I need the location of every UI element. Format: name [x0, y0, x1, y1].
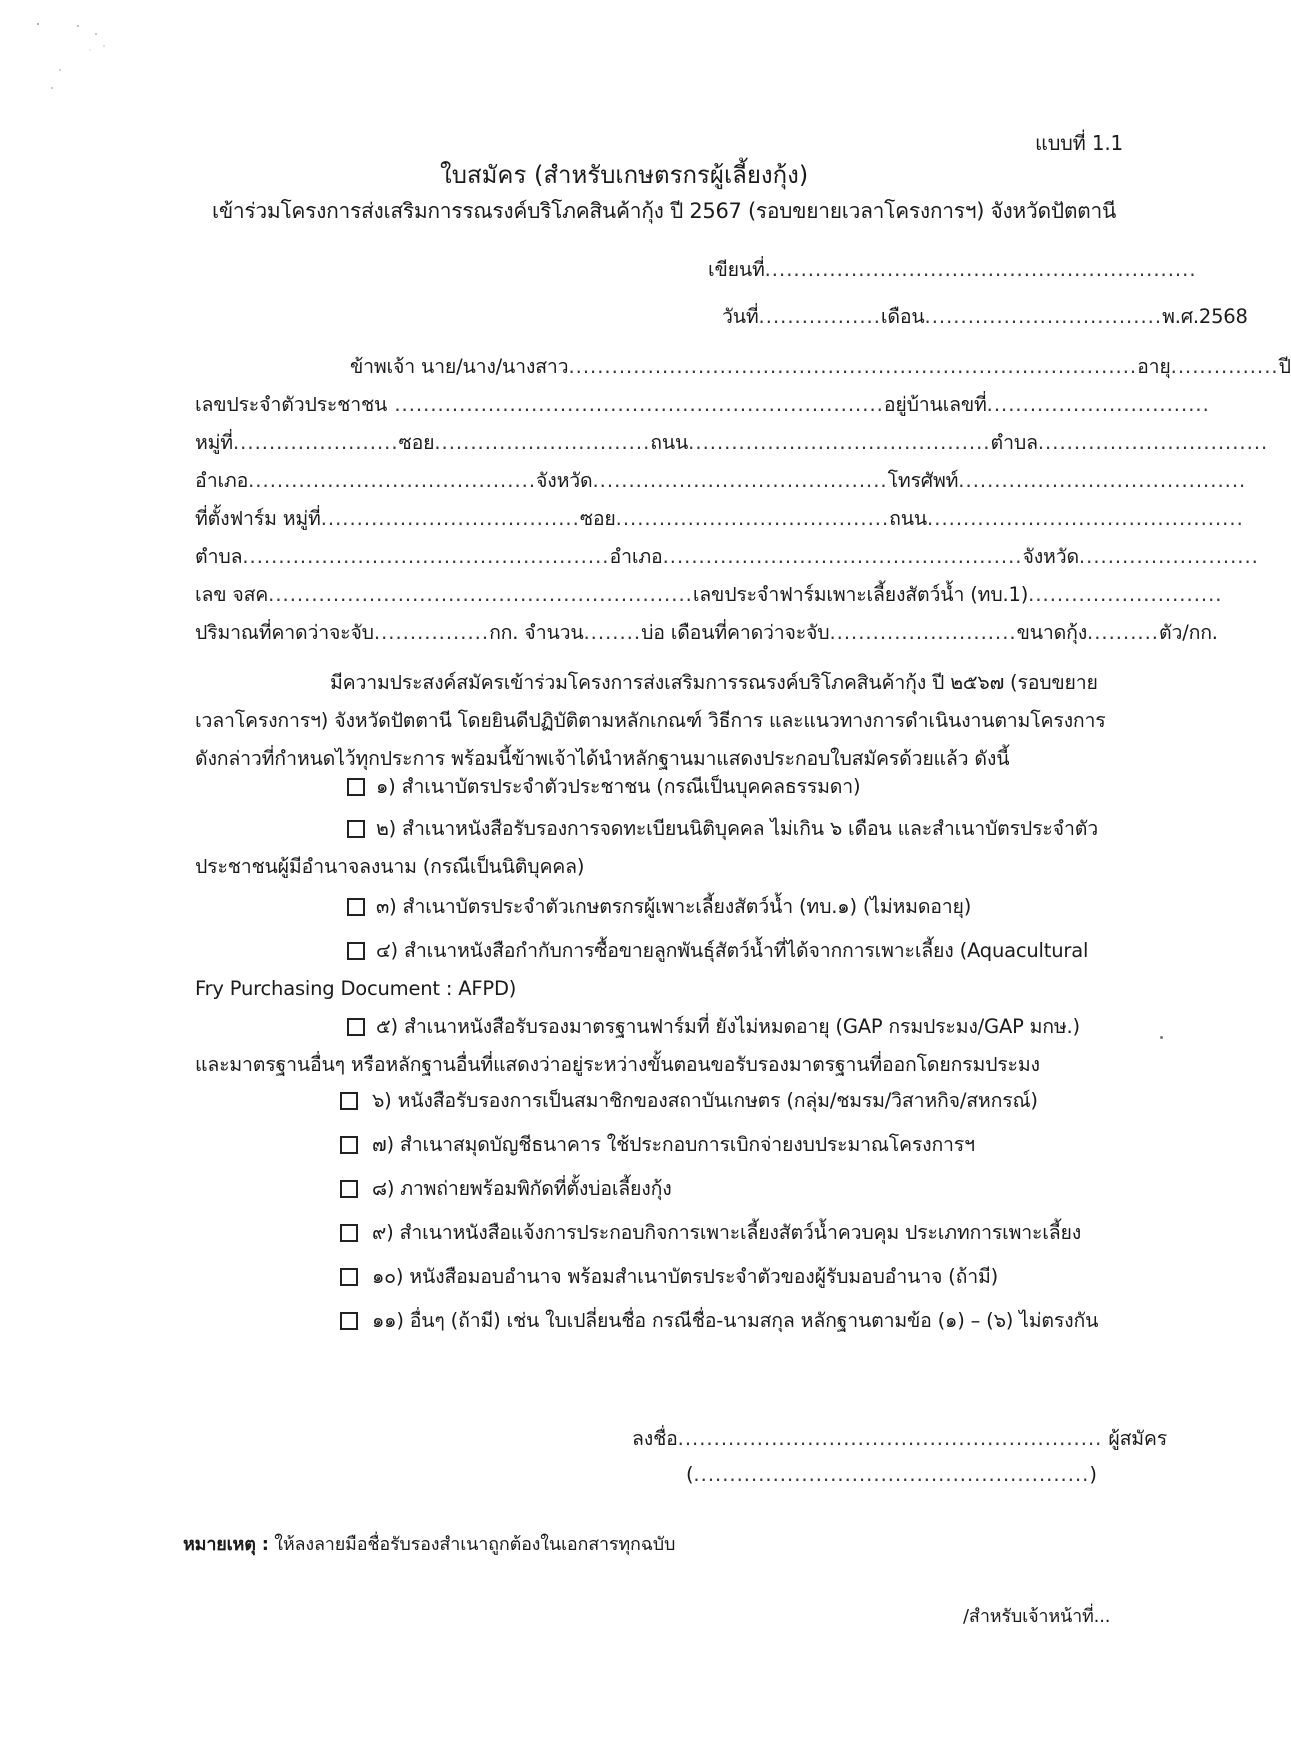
document-5-text-cont: และมาตรฐานอื่นๆ หรือหลักฐานอื่นที่แสดงว่าอยู่ระหว่างขั้นตอนขอรับรองมาตรฐานที่ออกโดยกรมประมง: [195, 1053, 1040, 1076]
age-field[interactable]: ...............: [1170, 355, 1279, 378]
id-number-label: เลขประจำตัวประชาชน: [195, 393, 388, 416]
name-open-paren: (: [686, 1463, 694, 1486]
document-4-text: ๔) สำเนาหนังสือกำกับการซื้อขายลูกพันธุ์สัตว์น้ำที่ได้จากการเพาะเลี้ยง (Aquacultural: [376, 939, 1089, 962]
id-number-field[interactable]: ....................................................................: [387, 393, 884, 416]
document-8-checkbox[interactable]: [340, 1180, 358, 1198]
scan-specks-decoration: [30, 10, 140, 110]
signature-field[interactable]: ...........................................................: [677, 1427, 1103, 1450]
registration-line: [195, 580, 1222, 610]
printed-name-field[interactable]: .......................................................: [693, 1463, 1090, 1486]
subdistrict-field[interactable]: ................................: [1037, 431, 1269, 454]
form-title: ใบสมัคร (สำหรับเกษตรกรผู้เลี้ยงกุ้ง): [440, 161, 809, 189]
district-label: อำเภอ: [195, 469, 249, 492]
applicant-prefix-label: ข้าพเจ้า นาย/นาง/นางสาว: [350, 355, 569, 378]
farm-reg-field[interactable]: ...........................: [1028, 583, 1223, 606]
name-close-paren: ): [1089, 1463, 1097, 1486]
address-line-1: [195, 428, 1268, 458]
sign-label: ลงชื่อ: [632, 1427, 678, 1450]
farm-moo-field[interactable]: ....................................: [320, 507, 580, 530]
document-9-checkbox[interactable]: [340, 1224, 358, 1242]
shrimp-size-field[interactable]: ..........: [1087, 621, 1160, 644]
house-no-label: อยู่บ้านเลขที่: [883, 393, 987, 416]
applicant-name-field[interactable]: ...............................................................................: [568, 355, 1138, 378]
date-line: [722, 302, 1248, 332]
year-label: พ.ศ.2568: [1162, 305, 1248, 328]
kg-qty-label: กก. จำนวน: [489, 621, 584, 644]
signature-line: [632, 1424, 1167, 1454]
farm-province-field[interactable]: .........................: [1078, 545, 1259, 568]
form-subtitle: เข้าร่วมโครงการส่งเสริมการรณรงค์บริโภคสินค้ากุ้ง ปี 2567 (รอบขยายเวลาโครงการฯ) จังหวัดปัตตานี: [212, 199, 1117, 223]
declaration-line-2: เวลาโครงการฯ) จังหวัดปัตตานี โดยยินดีปฏิบัติตามหลักเกณฑ์ วิธีการ และแนวทางการดำเนินงานตามโครงการ: [195, 709, 1106, 732]
document-1-checkbox[interactable]: [347, 778, 365, 796]
farm-subdistrict-label: ตำบล: [195, 545, 243, 568]
farm-soi-field[interactable]: ......................................: [615, 507, 890, 530]
farm-line-2: [195, 542, 1259, 572]
document-5-checkbox[interactable]: [347, 1018, 365, 1036]
farm-moo-label: ที่ตั้งฟาร์ม หมู่ที่: [195, 507, 321, 530]
written-at-line: [708, 255, 1197, 285]
house-no-field[interactable]: ...............................: [986, 393, 1210, 416]
address-line-2: [195, 466, 1246, 496]
form-code: แบบที่ 1.1: [1035, 131, 1124, 155]
document-7-text: ๗) สำเนาสมุดบัญชีธนาคาร ใช้ประกอบการเบิกจ่ายงบประมาณโครงการฯ: [372, 1133, 975, 1156]
farm-subdistrict-field[interactable]: ...................................................: [242, 545, 610, 568]
declaration-line-3: ดังกล่าวที่กำหนดไว้ทุกประการ พร้อมนี้ข้าพเจ้าได้นำหลักฐานมาแสดงประกอบใบสมัครด้วยแล้ว ดังนี้: [195, 747, 1010, 770]
date-day-field[interactable]: .................: [758, 305, 881, 328]
age-unit: ปี: [1278, 355, 1291, 378]
pond-month-label: บ่อ เดือนที่คาดว่าจะจับ: [641, 621, 830, 644]
document-11-checkbox[interactable]: [340, 1312, 358, 1330]
farm-province-label: จังหวัด: [1022, 545, 1079, 568]
date-label: วันที่: [722, 305, 759, 328]
officer-note: /สำหรับเจ้าหน้าที่...: [963, 1606, 1111, 1627]
province-label: จังหวัด: [536, 469, 593, 492]
document-3-text: ๓) สำเนาบัตรประจำตัวเกษตรกรผู้เพาะเลี้ยงสัตว์น้ำ (ทบ.๑) (ไม่หมดอายุ): [376, 895, 972, 918]
document-7-checkbox[interactable]: [340, 1136, 358, 1154]
jsk-label: เลข จสค: [195, 583, 269, 606]
harvest-qty-label: ปริมาณที่คาดว่าจะจับ: [195, 621, 374, 644]
applicant-role-label: ผู้สมัคร: [1108, 1427, 1168, 1450]
district-field[interactable]: ........................................: [248, 469, 537, 492]
farm-district-field[interactable]: ..................................................: [662, 545, 1023, 568]
shrimp-size-unit: ตัว/กก.: [1159, 621, 1218, 644]
document-5-text: ๕) สำเนาหนังสือรับรองมาตรฐานฟาร์มที่ ยังไม่หมดอายุ (GAP กรมประมง/GAP มกษ.): [376, 1015, 1080, 1038]
phone-field[interactable]: ........................................: [958, 469, 1247, 492]
document-6-text: ๖) หนังสือรับรองการเป็นสมาชิกของสถาบันเกษตร (กลุ่ม/ชมรม/วิสาหกิจ/สหกรณ์): [372, 1089, 1038, 1112]
month-label: เดือน: [880, 305, 925, 328]
document-11-text: ๑๑) อื่นๆ (ถ้ามี) เช่น ใบเปลี่ยนชื่อ กรณีชื่อ-นามสกุล หลักฐานตามข้อ (๑) – (๖) ไม่ตรงกัน: [372, 1309, 1099, 1332]
farm-road-field[interactable]: ............................................: [927, 507, 1244, 530]
road-field[interactable]: ..........................................: [688, 431, 991, 454]
scan-dot-decoration: [1160, 1036, 1163, 1039]
moo-label: หมู่ที่: [195, 431, 233, 454]
age-label: อายุ: [1137, 355, 1171, 378]
shrimp-size-label: ขนาดกุ้ง: [1016, 621, 1088, 644]
farm-district-label: อำเภอ: [609, 545, 663, 568]
document-9-text: ๙) สำเนาหนังสือแจ้งการประกอบกิจการเพาะเลี้ยงสัตว์น้ำควบคุม ประเภทการเพาะเลี้ยง: [372, 1221, 1082, 1244]
document-4-checkbox[interactable]: [347, 942, 365, 960]
document-2-text-cont: ประชาชนผู้มีอำนาจลงนาม (กรณีเป็นนิติบุคคล): [195, 855, 585, 878]
document-3-checkbox[interactable]: [347, 898, 365, 916]
document-10-text: ๑๐) หนังสือมอบอำนาจ พร้อมสำเนาบัตรประจำตัวของผู้รับมอบอำนาจ (ถ้ามี): [372, 1265, 999, 1288]
document-8-text: ๘) ภาพถ่ายพร้อมพิกัดที่ตั้งบ่อเลี้ยงกุ้ง: [372, 1177, 672, 1200]
harvest-line: [195, 618, 1218, 648]
document-2-checkbox[interactable]: [347, 820, 365, 838]
soi-label: ซอย: [398, 431, 435, 454]
province-field[interactable]: .........................................: [592, 469, 888, 492]
document-2-text: ๒) สำเนาหนังสือรับรองการจดทะเบียนนิติบุคคล ไม่เกิน ๖ เดือน และสำเนาบัตรประจำตัว: [376, 817, 1099, 840]
farm-road-label: ถนน: [889, 507, 928, 530]
document-6-checkbox[interactable]: [340, 1092, 358, 1110]
written-at-label: เขียนที่: [708, 258, 765, 281]
subdistrict-label: ตำบล: [990, 431, 1038, 454]
farm-soi-label: ซอย: [579, 507, 616, 530]
date-month-field[interactable]: .................................: [924, 305, 1163, 328]
road-label: ถนน: [650, 431, 689, 454]
phone-label: โทรศัพท์: [887, 469, 959, 492]
farm-line-1: [195, 504, 1244, 534]
document-1-text: ๑) สำเนาบัตรประจำตัวประชาชน (กรณีเป็นบุคคลธรรมดา): [376, 775, 861, 798]
document-4-text-cont: Fry Purchasing Document : AFPD): [195, 977, 517, 1000]
harvest-month-field[interactable]: ..........................: [829, 621, 1017, 644]
farm-reg-label: เลขประจำฟาร์มเพาะเลี้ยงสัตว์น้ำ (ทบ.1): [692, 583, 1029, 606]
footer-note: [183, 1530, 675, 1560]
applicant-line: [350, 352, 1291, 382]
written-at-field[interactable]: ............................................................: [764, 258, 1197, 281]
moo-field[interactable]: .......................: [232, 431, 399, 454]
jsk-field[interactable]: ...........................................................: [268, 583, 693, 606]
printed-name-line: [686, 1460, 1097, 1490]
declaration-line-1: มีความประสงค์สมัครเข้าร่วมโครงการส่งเสริมการรณรงค์บริโภคสินค้ากุ้ง ปี ๒๕๖๗ (รอบขยาย: [330, 671, 1098, 694]
harvest-qty-field[interactable]: ................: [373, 621, 490, 644]
document-10-checkbox[interactable]: [340, 1268, 358, 1286]
soi-field[interactable]: ..............................: [434, 431, 651, 454]
note-label: หมายเหตุ :: [183, 1534, 269, 1555]
pond-count-field[interactable]: ........: [583, 621, 642, 644]
id-line: [195, 390, 1210, 420]
note-text: ให้ลงลายมือชื่อรับรองสำเนาถูกต้องในเอกสารทุกฉบับ: [274, 1534, 676, 1555]
